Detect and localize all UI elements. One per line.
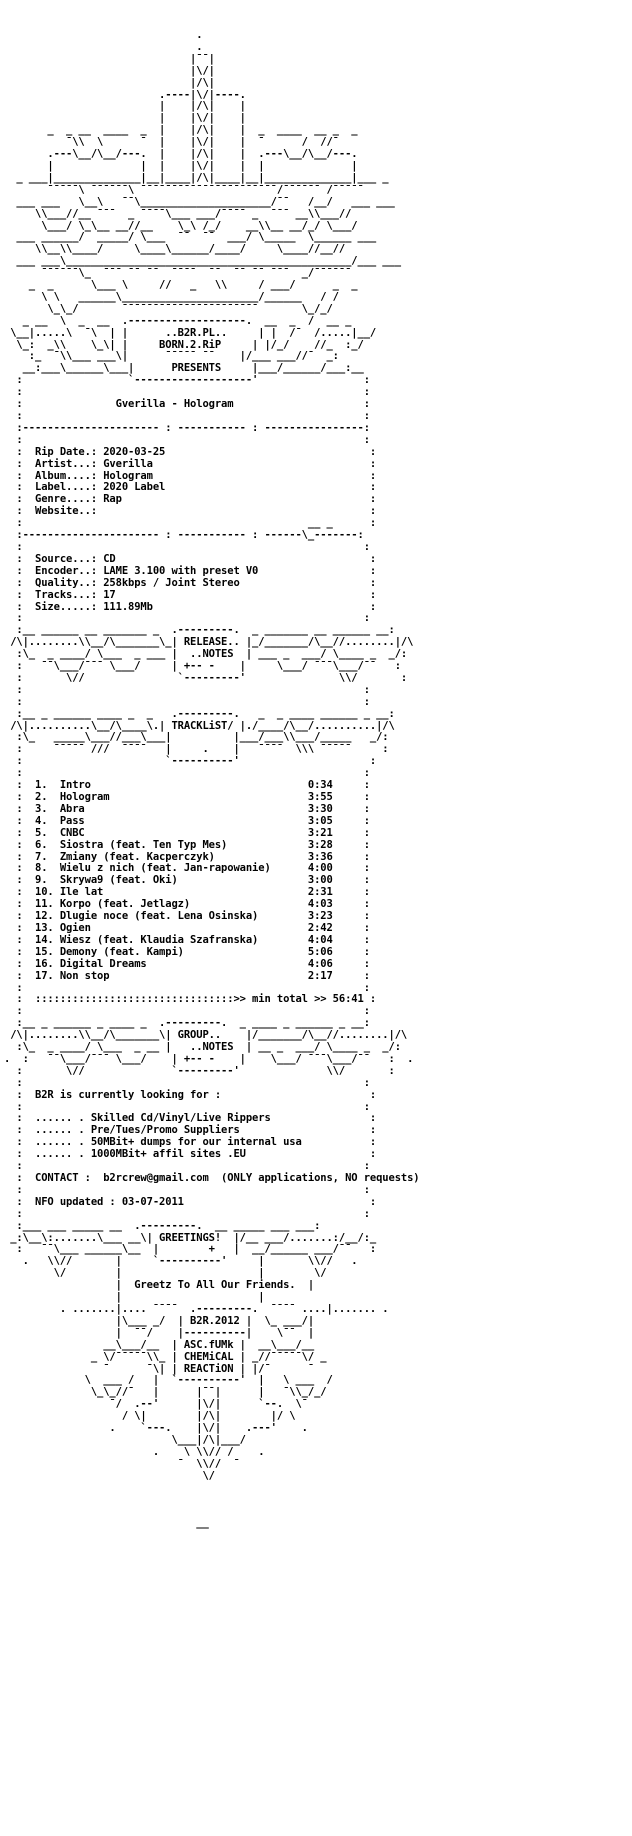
nfo-line: : : [4, 433, 370, 446]
nfo-line: . : ¯¯\___/¯¯¯ \___/ | +-- - | \___/ ¯¯¯\___/¯¯ : . [4, 1052, 414, 1065]
nfo-line: \_: _\\ \_\| | BORN.2.RiP | |/_/ //_ :_/ [4, 338, 364, 351]
nfo-line: : Rip Date.: 2020-03-25 : [4, 445, 377, 458]
nfo-line: ¯¯¯¯¯\ ¯¯¯¯¯¯\ ¯¯¯¯¯¯¯¯¯¯¯¯¯¯¯¯¯¯¯¯¯¯/¯¯¯¯¯¯ /¯¯¯¯¯ [4, 183, 364, 196]
nfo-line: : ¯¯¯¯¯ /// ¯¯¯¯ | . | ¯¯¯¯ \\\ ¯¯¯¯¯ : [4, 743, 389, 756]
nfo-line: : \// `---------' \\/ : [4, 1064, 395, 1077]
nfo-line: : 11. Korpo (feat. Jetlagz) 4:03 : [4, 898, 370, 911]
nfo-line: | ¯¯/ |----------| \¯¯ | [4, 1326, 315, 1339]
nfo-line: :__ ______ __ _______ _ .---------. _ _______ __ ______ __: [4, 624, 395, 637]
nfo-line: : `-------------------' : [4, 374, 370, 387]
nfo-line: ___ ___\______________________________________________/___ ___ [4, 255, 401, 268]
nfo-line: ¯ \\// ¯ [4, 1457, 240, 1470]
nfo-line: | |/\| | [4, 100, 246, 113]
nfo-line: |/\| [4, 76, 215, 89]
nfo-line: \__|.....\ ¯\ | | ..B2R.PL.. | | /¯ /.....|__/ [4, 326, 377, 339]
nfo-line: .----|\/|----. [4, 88, 246, 101]
nfo-line: : Gverilla - Hologram : [4, 398, 370, 411]
nfo-line: . [4, 29, 203, 41]
nfo-line: \/ [4, 1469, 215, 1482]
nfo-line: : Quality..: 258kbps / Joint Stereo : [4, 576, 377, 589]
nfo-line: : 9. Skrywa9 (feat. Oki) 3:00 : [4, 874, 370, 887]
nfo-line: \\__\\____/ \____\______/____/ \____//__// [4, 243, 346, 256]
nfo-line: : 2. Hologram 3:55 : [4, 791, 370, 803]
nfo-line: : Album....: Hologram : [4, 469, 377, 482]
nfo-line: :---------------------- : ----------- : ------\_-------: [4, 529, 364, 542]
nfo-line: : : [4, 612, 370, 625]
nfo-line: : : [4, 1076, 370, 1089]
nfo-line: : __ _ : [4, 517, 377, 530]
nfo-line: \ \ ______\______________________/______ / / [4, 290, 339, 303]
nfo-line: :---------------------- : ----------- : ----------------: [4, 421, 370, 434]
nfo-line: : : [4, 410, 370, 422]
nfo-line: :_ ¯\\___ ___\| ¯¯¯¯¯ ¯¯ |/___ ___//¯ _: [4, 350, 339, 363]
nfo-line: . \ \\// / . [4, 1445, 265, 1458]
nfo-line: : Source...: CD : [4, 552, 377, 565]
nfo-line: : CONTACT : b2rcrew@gmail.com (ONLY applications, NO requests) [4, 1172, 420, 1184]
nfo-line: \___/ \_\__ __//__ \_\ /_/ __\\__ __/_/ \___/ [4, 219, 358, 232]
nfo-line: :__ _ ______ ____ _ _ .---------. _ _ ____ ______ _ __: [4, 707, 395, 720]
nfo-line: |¯¯| [4, 52, 215, 65]
nfo-line: : Size.....: 111.89Mb : [4, 600, 377, 613]
nfo-line: : 12. Dlugie noce (feat. Lena Osinska) 3:23 : [4, 910, 370, 923]
nfo-line: : : [4, 1160, 370, 1173]
nfo-line: _ _ \___ \ // _ \\ / ___/ _ _ [4, 279, 358, 292]
nfo-line: : 15. Demony (feat. Kampi) 5:06 : [4, 945, 370, 958]
nfo-line: : : [4, 1207, 370, 1220]
nfo-line: : : [4, 695, 370, 708]
nfo-line: :\_ _ ____/ \___ _ __ | ..NOTES | __ _ ___/ \____ _ _/: [4, 1041, 401, 1054]
nfo-line: : Artist...: Gverilla : [4, 457, 377, 470]
nfo-line: : : [4, 1183, 370, 1196]
nfo-line: : 16. Digital Dreams 4:06 : [4, 957, 370, 970]
nfo-line: _ \/¯¯¯¯¯\\_ | CHEMiCAL | _//¯¯¯¯¯\/ _ [4, 1350, 327, 1363]
nfo-line: ___ ___ \__\ ¯¯\_____________________/¯¯ /__/ ___ ___ [4, 195, 395, 208]
nfo-line: | |\/| | [4, 112, 246, 125]
nfo-line: \ ___ / | `----------' | \ ___ / [4, 1374, 333, 1387]
nfo-line: /\|........\\__/\_______\| GROUP.. |/_______/\__//........|/\ [4, 1029, 408, 1042]
nfo-line: . .......|.... ¯¯¯¯ .---------. ¯¯¯¯ ....|....... . [4, 1302, 389, 1315]
nfo-line: : : [4, 1005, 370, 1018]
nfo-line: ¯ ¯\| | REACTiON | |/¯ ¯ [4, 1362, 315, 1375]
nfo-line: : 8. Wielu z nich (feat. Jan-rapowanie) 4:00 : [4, 862, 370, 875]
nfo-line: : 4. Pass 3:05 : [4, 814, 370, 827]
nfo-line: : 7. Zmiany (feat. Kacperczyk) 3:36 : [4, 850, 370, 863]
nfo-line: |\/| [4, 64, 215, 77]
nfo-line: __\___/__ | ASC.fUMk | __\___/__ [4, 1338, 315, 1351]
nfo-line: | Greetz To All Our Friends. | [4, 1279, 315, 1292]
nfo-line: . \\// | `----------' | \\// . [4, 1255, 358, 1268]
nfo-line: : `----------' : [4, 755, 377, 768]
nfo-line: . [4, 40, 203, 53]
nfo-line: : Encoder..: LAME 3.100 with preset V0 : [4, 564, 377, 577]
nfo-line: : ...... . Pre/Tues/Promo Suppliers : [4, 1124, 377, 1137]
nfo-line: : ::::::::::::::::::::::::::::::::>> min total >> 56:41 : [4, 993, 377, 1006]
nfo-line: : ...... . Skilled Cd/Vinyl/Live Rippers : [4, 1112, 377, 1125]
nfo-line: |\___ _/ | B2R.2012 | \_ ___/| [4, 1314, 315, 1327]
nfo-line: _:\__\:.......\___ __\| GREETINGS! |/__ ___/.......:/__/:_ [4, 1231, 377, 1244]
nfo-line: /\|........\\__/\_______\_| RELEASE.. |_/_______/\__//........|/\ [4, 636, 414, 649]
nfo-line: :___ ___ _____ __ .---------. __ _____ ___ ___: [4, 1219, 321, 1232]
nfo-line: . `---. |\/| .---' . [4, 1422, 308, 1435]
nfo-line: \_\_//¯ | |¯¯| | ¯\\_/_/ [4, 1386, 327, 1399]
nfo-line: .---\__/\__/---. | |/\| | .---\__/\__/---. [4, 148, 358, 161]
nfo-line: ¯/ .--' |\/| `--. \¯ [4, 1398, 308, 1411]
nfo-line: :\_ _____\___//___\___| |___/___\\___/_____ _/: [4, 731, 389, 744]
nfo-line: _ ___|______________|__|____|/\|____|__|______________|___ _ [4, 171, 389, 184]
nfo-line: : Website..: : [4, 505, 377, 518]
nfo-line: : 6. Siostra (feat. Ten Typ Mes) 3:28 : [4, 838, 370, 851]
nfo-line: :__ _ ______ _ ____ _ .---------. _ ____ _ ______ _ __: [4, 1017, 370, 1030]
nfo-line: : Tracks...: 17 : [4, 588, 377, 601]
nfo-line: : 3. Abra 3:30 : [4, 802, 370, 815]
nfo-line: : 1. Intro 0:34 : [4, 779, 370, 792]
nfo-line: : Genre....: Rap : [4, 493, 377, 506]
nfo-ascii-art [4, 30, 420, 1530]
nfo-line: _ __ \ _ __ .-------------------. __ _ / __ _ [4, 314, 352, 327]
nfo-line: \\___//__ ¯¯¯ _ ¯¯¯¯\___ ___/¯¯¯¯ _ ¯¯¯ __\\___// [4, 207, 352, 220]
nfo-line: __:___\______\___| PRESENTS |___/______/___:__ [4, 362, 364, 375]
nfo-line: : Label....: 2020 Label : [4, 481, 377, 494]
nfo-line: : ¯¯\___/¯¯¯ \___/ | +-- - | \___/ ¯¯¯\___/¯¯ : [4, 660, 401, 673]
nfo-line: : 10. Ile lat 2:31 : [4, 886, 370, 899]
nfo-line: | | [4, 1291, 265, 1304]
nfo-line: : B2R is currently looking for : : [4, 1088, 377, 1101]
nfo-line: \/ | | \/ [4, 1267, 327, 1280]
nfo-line: : 17. Non stop 2:17 : [4, 969, 370, 982]
nfo-line: : : [4, 683, 370, 696]
nfo-line: \_\_/ ¯¯¯¯¯¯¯¯¯¯¯¯¯¯¯¯¯¯¯¯¯¯ \_/_/ [4, 302, 333, 315]
nfo-line: ¯\\ \ ¯ | |\/| | ¯ / //¯ [4, 136, 339, 149]
nfo-line: __ [4, 1517, 209, 1530]
nfo-line: _ _ __ ____ _ | |/\| | _ ____ __ _ _ [4, 124, 358, 137]
nfo-line: :\_ _ ____/ \___ _ ___ | ..NOTES | ___ _ ___/ \____ _ _/: [4, 648, 408, 661]
nfo-line: : 13. Ogien 2:42 : [4, 921, 370, 934]
nfo-line: : : [4, 767, 370, 780]
nfo-line: : ...... . 1000MBit+ affil sites .EU : [4, 1148, 377, 1161]
nfo-line: / \| |/\| |/ \ [4, 1410, 296, 1423]
nfo-line: : : [4, 540, 370, 553]
nfo-line: : : [4, 981, 370, 994]
nfo-line: /\|..........\__/\____\.| TRACKLiST/ |./____/\__/..........|/\ [4, 719, 395, 732]
nfo-line: : ¯¯\___ ______\__ | + | __/______ ___/¯¯ : [4, 1243, 377, 1256]
nfo-line: | | | |\/| | | | [4, 159, 358, 172]
nfo-line: : : [4, 1100, 370, 1113]
nfo-line: \___|/\|___/ [4, 1433, 246, 1446]
nfo-line: ___ ______/ _____/ \___ ¯¯ ¯¯ ___/ \_____ \______ ___ [4, 231, 377, 244]
nfo-line: : NFO updated : 03-07-2011 : [4, 1195, 377, 1208]
nfo-line: : 14. Wiesz (feat. Klaudia Szafranska) 4:04 : [4, 933, 370, 946]
nfo-line: ¯¯¯¯¯¯\_ ¯¯¯ ¯¯ ¯¯ ¯¯¯¯ ¯¯ ¯¯ ¯¯ ¯¯¯ _/¯¯¯¯¯¯ [4, 267, 352, 280]
nfo-line: : : [4, 386, 370, 399]
nfo-line: : \// `---------' \\/ : [4, 671, 408, 684]
nfo-line: : ...... . 50MBit+ dumps for our internal usa : [4, 1136, 377, 1149]
nfo-line: : 5. CNBC 3:21 : [4, 826, 370, 839]
